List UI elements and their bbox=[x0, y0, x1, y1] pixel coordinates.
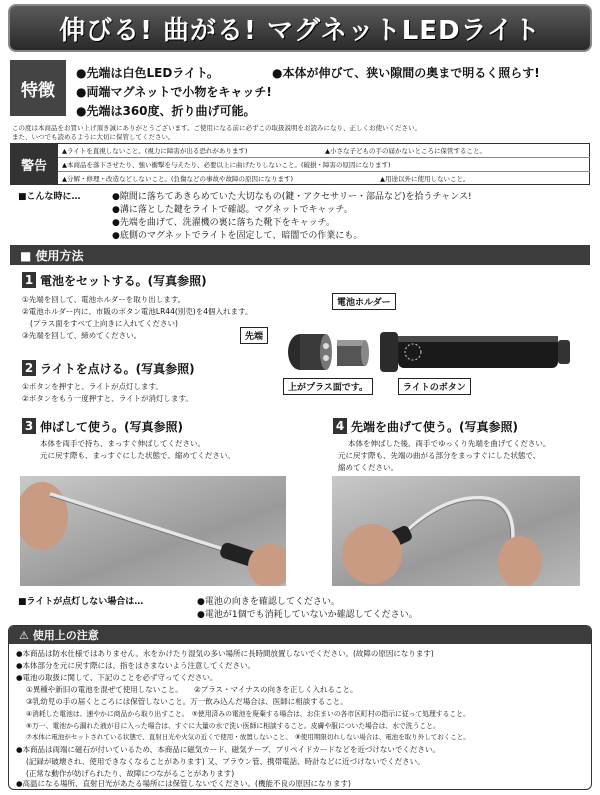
caution-line: ①異種や新旧の電池を混ぜて使用しないこと。 ②プラス・マイナスの向きを正しく入れること。 bbox=[26, 685, 358, 694]
warning-item: ▲ライトを直視しないこと。(視力に障害が出る恐れがあります) bbox=[62, 147, 248, 155]
caution-line: ●本商品は両端に磁石が付いているため、本商品に磁気カード、磁気テープ、プリペイドカードなどを近づけないでください。 bbox=[16, 745, 440, 754]
page-title: 伸びる! 曲がる! マグネットLEDライト bbox=[59, 15, 541, 46]
step-line: (プラス面をすべて上向きに入れてください) bbox=[30, 319, 178, 328]
caution-line: ●電池の取扱に関して、下記のことを必ず守ってください。 bbox=[16, 673, 218, 682]
notice-line: この度は本商品をお買い上げ頂き誠にありがとうございます。ご使用になる前に必ずこの取扱説明をお読みになり、正しくお使いください。 bbox=[12, 124, 421, 132]
step-line: 元に戻す際も、まっすぐにした状態で、縮めてください。 bbox=[40, 451, 235, 460]
caution-line: ③乳幼児の手の届くところには保管しないこと。万一飲み込んだ場合は、医師に相談すること。 bbox=[26, 697, 348, 706]
warning-divider bbox=[58, 157, 590, 158]
caution-line: ●本体部分を元に戻す際には、指をはさまないよう注意してください。 bbox=[16, 661, 256, 670]
feature-item: ●先端は白色LEDライト。 bbox=[76, 66, 219, 80]
step-line: ③先端を回して、締めてください。 bbox=[22, 331, 142, 340]
caution-line: (記録が破壊され、使用できなくなることがあります) 又、ブラウン管、携帯電話、時計などに近づけないでください。 bbox=[26, 757, 425, 766]
trouble-item: ●電池の向きを確認してください。 bbox=[197, 597, 340, 607]
caution-line: ⑥万一、電池から漏れた液が目に入った場合は、すぐに大量の水で洗い医師に相談すること。皮膚や服についた場合は、水で洗うこと。 bbox=[26, 722, 440, 730]
step-title: 先端を曲げて使う。(写真参照) bbox=[351, 420, 518, 434]
caution-line: ●本商品は防水仕様ではありません。水をかけたり湿気の多い場所に長時間放置しないでください。(故障の原因になります) bbox=[16, 649, 434, 658]
step-line: ②電池ホルダー内に、市販のボタン電池LR44(別売)を4個入れます。 bbox=[22, 307, 253, 316]
feature-item: ●本体が伸びて、狭い隙間の奥まで明るく照らす! bbox=[272, 66, 540, 80]
caution-line: (正常な動作が妨げられたり、故障につながることがあります) bbox=[26, 769, 235, 778]
trouble-label: ■ライトが点灯しない場合は… bbox=[18, 597, 144, 607]
trouble-item: ●電池が1個でも消耗していないか確認してください。 bbox=[197, 610, 418, 620]
usage-item: ●先端を曲げて、洗濯機の裏に落ちた靴下をキャッチ。 bbox=[112, 218, 336, 228]
warning-item: ▲用途以外に使用しないこと。 bbox=[380, 175, 470, 183]
usage-label: ■こんな時に… bbox=[18, 192, 81, 202]
step-number: 2 bbox=[22, 360, 36, 376]
callout-light-button: ライトのボタン bbox=[398, 378, 471, 395]
step-title: 電池をセットする。(写真参照) bbox=[40, 274, 207, 288]
photo-extending bbox=[20, 476, 286, 586]
step-line: ①先端を回して、電池ホルダーを取り出します。 bbox=[22, 295, 186, 304]
warning-divider bbox=[58, 171, 590, 172]
caution-line: ④消耗した電池は、速やかに商品から取り出すこと。 ⑤使用済みの電池を廃棄する場合は、お住まいの各市区町村の指示に従って処理すること。 bbox=[26, 710, 470, 718]
step-line: ①ボタンを押すと、ライトが点灯します。 bbox=[22, 382, 163, 391]
callout-battery-holder: 電池ホルダー bbox=[332, 293, 396, 310]
callout-plus-side: 上がプラス面です。 bbox=[283, 378, 373, 395]
warning-item: ▲小さな子どもの手の届かないところに保管すること。 bbox=[325, 147, 486, 155]
photo-bending bbox=[332, 476, 580, 586]
step-title: ライトを点ける。(写真参照) bbox=[40, 362, 195, 376]
step-title: 伸ばして使う。(写真参照) bbox=[40, 420, 183, 434]
header-banner bbox=[8, 4, 592, 52]
flashlight-illustration bbox=[275, 300, 595, 390]
how-to-section-bar: ■ 使用方法 bbox=[10, 245, 590, 265]
usage-item: ●溝に落とした鍵をライトで確認。マグネットでキャッチ。 bbox=[112, 205, 353, 215]
feature-item: ●両端マグネットで小物をキャッチ! bbox=[76, 85, 272, 99]
step-line: ②ボタンをもう一度押すと、ライトが消灯します。 bbox=[22, 394, 193, 403]
caution-heading: ⚠ 使用上の注意 bbox=[9, 626, 591, 644]
step-line: 本体を両手で持ち、まっすぐ伸ばしてください。 bbox=[40, 439, 205, 448]
step-line: 本体を伸ばした後、両手でゆっくり先端を曲げてください。 bbox=[348, 439, 551, 448]
step-number: 3 bbox=[22, 418, 36, 434]
feature-item: ●先端は360度、折り曲げ可能。 bbox=[76, 104, 256, 118]
usage-item: ●底側のマグネットでライトを固定して、暗闇での作業にも。 bbox=[112, 231, 363, 241]
callout-tip: 先端 bbox=[240, 327, 268, 344]
usage-item: ●隙間に落ちてあきらめていた大切なもの(鍵・アクセサリー・部品など)を拾うチャンス! bbox=[112, 192, 472, 202]
warning-label: 警告 bbox=[10, 143, 58, 185]
step-line: 縮めてください。 bbox=[338, 463, 398, 472]
warning-item: ▲分解・修理・改造などしないこと。(負傷などの事故や故障の原因になります) bbox=[62, 175, 294, 183]
step-line: 元に戻す際も、先端の曲がる部分をまっすぐにした状態で、 bbox=[338, 451, 541, 460]
notice-line: また、いつでも読めるように大切に保管してください。 bbox=[12, 133, 175, 141]
caution-line: ●高温になる場所、直射日光があたる場所には保管しないでください。(機能不良の原因になります) bbox=[16, 779, 351, 788]
step-number: 4 bbox=[333, 418, 347, 434]
step-number: 1 bbox=[22, 272, 36, 288]
caution-line: ⑦本体に電池がセットされている状態で、直射日光や火気の近くで使用・放置しないこと。 ⑧使用期限切れしない場合は、電池を取り外しておくこと。 bbox=[26, 733, 470, 741]
features-badge: 特徴 bbox=[10, 60, 66, 116]
warning-item: ▲本商品を落下させたり、強い衝撃を与えたり、必要以上に曲げたりしないこと。(破損・障害の原因になります) bbox=[62, 161, 391, 169]
